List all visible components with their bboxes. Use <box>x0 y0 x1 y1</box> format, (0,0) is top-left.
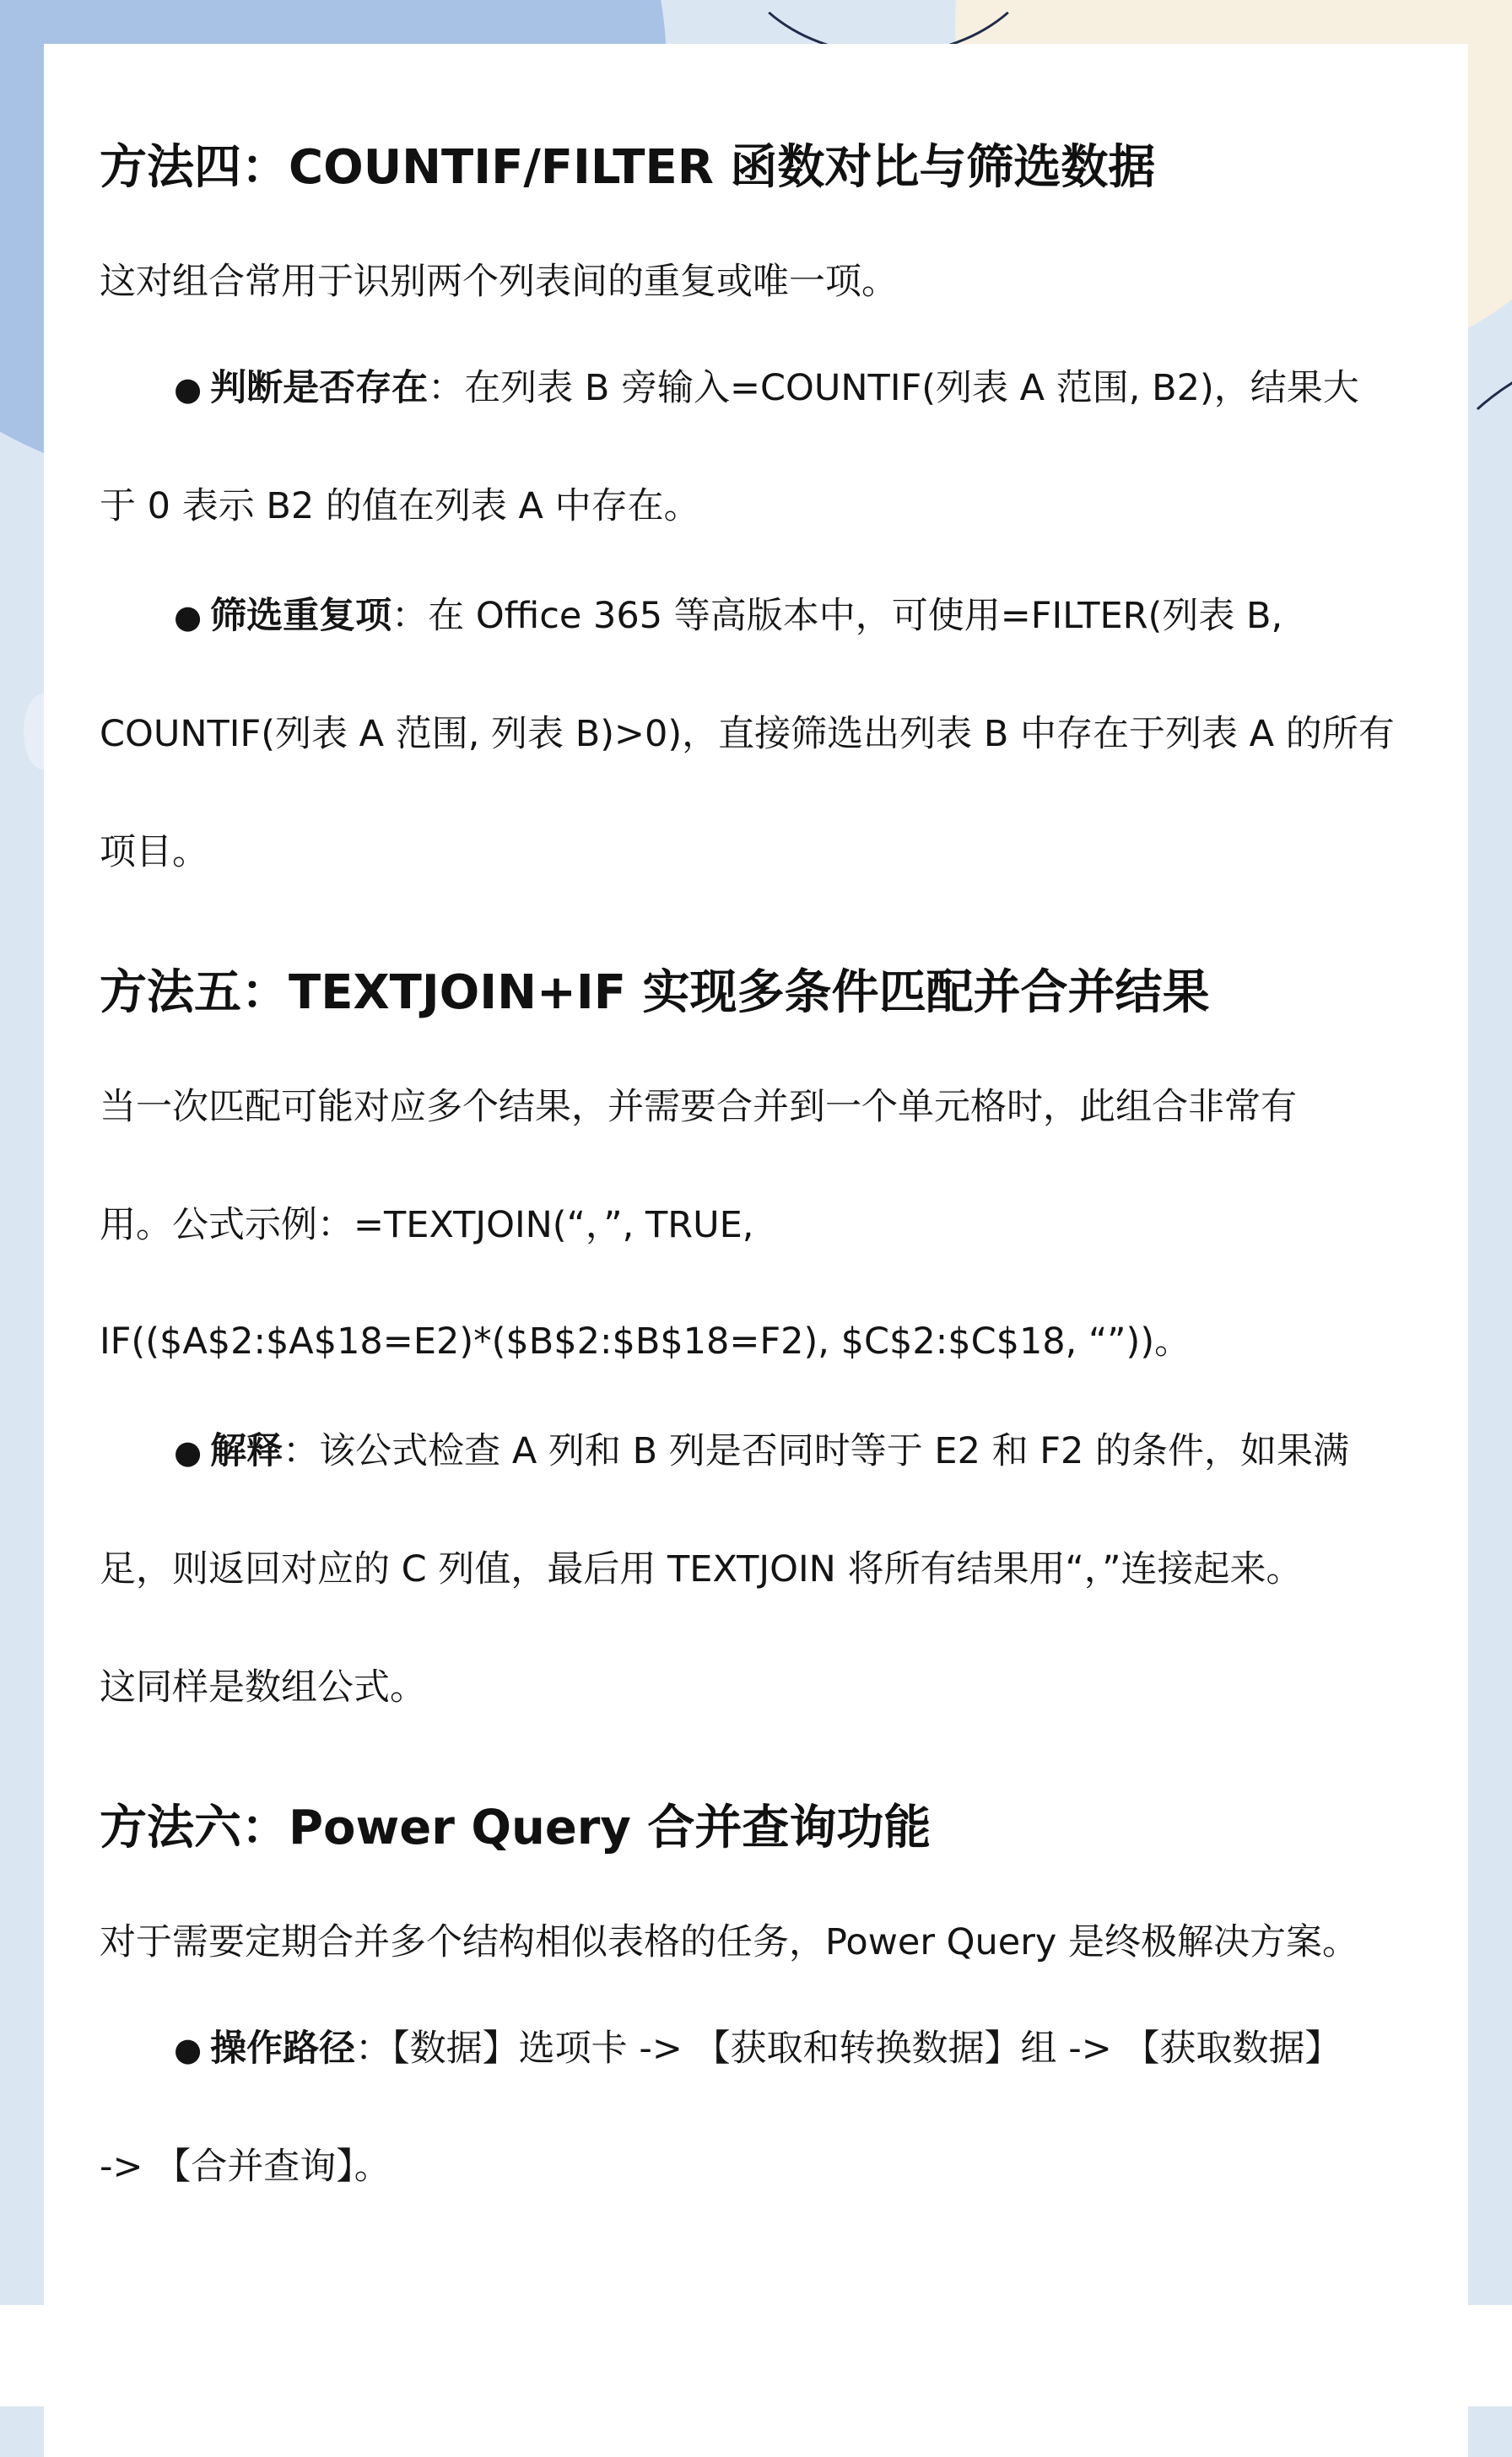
bullet-text: ：【数据】选项卡 -> 【获取和转换数据】组 -> 【获取数据】 <box>355 2028 1342 2070</box>
bullet-text: ：该公式检查 A 列和 B 列是否同时等于 E2 和 F2 的条件，如果满 <box>283 1430 1350 1472</box>
bullet-item-explanation-cont-1: 足，则返回对应的 C 列值，最后用 TEXTJOIN 将所有结果用“，”连接起来。 <box>100 1548 1303 1590</box>
bullet-item-filter-duplicates <box>174 592 1282 640</box>
bullet-item-check-exists <box>174 364 1359 413</box>
bullet-item-explanation <box>174 1428 1349 1476</box>
bullet-label: 判断是否存在 <box>210 367 429 409</box>
bullet-item-filter-duplicates-cont-2: 项目。 <box>100 831 208 873</box>
bullet-text: ：在列表 B 旁输入=COUNTIF(列表 A 范围, B2)，结果大 <box>428 367 1359 409</box>
bullet-icon: ● <box>174 598 202 635</box>
bullet-label: 筛选重复项 <box>210 595 392 637</box>
section-5-intro-line-3: IF(($A$2:$A$18=E2)*($B$2:$B$18=F2), $C$2:$C$18, “”))。 <box>100 1320 1191 1363</box>
section-title-method-4: 方法四：COUNTIF/FILTER 函数对比与筛选数据 <box>100 140 1156 195</box>
bullet-label: 操作路径 <box>210 2028 356 2070</box>
section-4-intro: 这对组合常用于识别两个列表间的重复或唯一项。 <box>100 261 898 303</box>
bullet-label: 解释 <box>210 1430 284 1472</box>
bullet-item-explanation-cont-2: 这同样是数组公式。 <box>100 1666 426 1709</box>
section-title-method-6: 方法六：Power Query 合并查询功能 <box>100 1801 932 1855</box>
section-title-method-5: 方法五：TEXTJOIN+IF 实现多条件匹配并合并结果 <box>100 965 1210 1020</box>
bullet-item-check-exists-cont: 于 0 表示 B2 的值在列表 A 中存在。 <box>100 485 700 527</box>
bullet-icon: ● <box>174 370 202 408</box>
bullet-icon: ● <box>174 1434 202 1471</box>
section-5-intro-line-2: 用。公式示例：=TEXTJOIN(“，”, TRUE, <box>100 1204 754 1246</box>
section-6-intro: 对于需要定期合并多个结构相似表格的任务，Power Query 是终极解决方案。 <box>100 1921 1359 1963</box>
bullet-item-operation-path <box>174 2025 1341 2073</box>
section-5-intro-line-1: 当一次匹配可能对应多个结果，并需要合并到一个单元格时，此组合非常有 <box>100 1086 1297 1128</box>
bullet-text: ：在 Office 365 等高版本中，可使用=FILTER(列表 B, <box>392 595 1283 637</box>
bullet-item-filter-duplicates-cont-1: COUNTIF(列表 A 范围, 列表 B)>0)，直接筛选出列表 B 中存在于列表 A 的所有 <box>100 713 1395 755</box>
bullet-icon: ● <box>174 2031 202 2068</box>
bullet-item-operation-path-cont: -> 【合并查询】。 <box>100 2146 391 2188</box>
